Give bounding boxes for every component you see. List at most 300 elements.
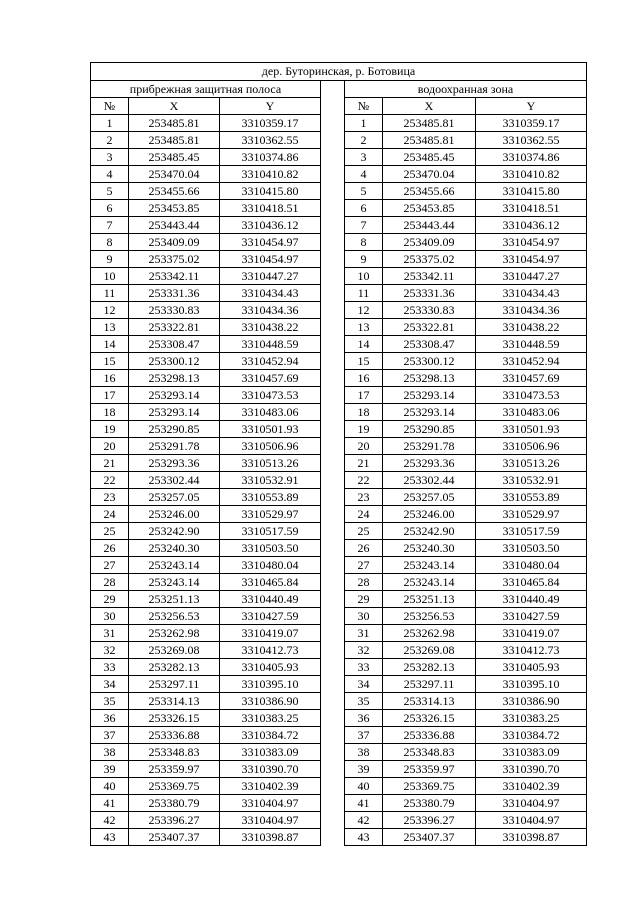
left-cell-y: 3310447.27 <box>220 268 321 285</box>
right-cell-number: 16 <box>345 370 383 387</box>
right-cell-y: 3310410.82 <box>476 166 587 183</box>
left-cell-number: 14 <box>91 336 129 353</box>
right-cell-x: 253380.79 <box>383 795 476 812</box>
left-cell-number: 13 <box>91 319 129 336</box>
left-cell-y: 3310506.96 <box>220 438 321 455</box>
table-gap <box>321 659 345 676</box>
left-cell-y: 3310415.80 <box>220 183 321 200</box>
right-cell-x: 253257.05 <box>383 489 476 506</box>
left-cell-y: 3310404.97 <box>220 795 321 812</box>
table-row <box>91 676 587 693</box>
right-cell-number: 3 <box>345 149 383 166</box>
left-cell-y: 3310386.90 <box>220 693 321 710</box>
table-row <box>91 659 587 676</box>
right-cell-x: 253293.36 <box>383 455 476 472</box>
left-cell-x: 253243.14 <box>129 557 220 574</box>
right-cell-number: 4 <box>345 166 383 183</box>
table-gap <box>321 506 345 523</box>
table-row <box>91 234 587 251</box>
left-cell-x: 253293.36 <box>129 455 220 472</box>
right-cell-number: 37 <box>345 727 383 744</box>
left-cell-y: 3310404.97 <box>220 812 321 829</box>
right-cell-number: 13 <box>345 319 383 336</box>
right-cell-x: 253342.11 <box>383 268 476 285</box>
right-cell-x: 253243.14 <box>383 557 476 574</box>
right-cell-number: 2 <box>345 132 383 149</box>
right-cell-y: 3310374.86 <box>476 149 587 166</box>
right-cell-number: 24 <box>345 506 383 523</box>
left-cell-x: 253331.36 <box>129 285 220 302</box>
document-title: дер. Буторинская, р. Ботовица <box>91 63 587 81</box>
left-cell-x: 253396.27 <box>129 812 220 829</box>
table-row <box>91 642 587 659</box>
right-cell-y: 3310412.73 <box>476 642 587 659</box>
right-cell-x: 253455.66 <box>383 183 476 200</box>
right-cell-y: 3310404.97 <box>476 795 587 812</box>
left-cell-number: 17 <box>91 387 129 404</box>
table-gap <box>321 251 345 268</box>
left-cell-x: 253359.97 <box>129 761 220 778</box>
table-gap <box>321 523 345 540</box>
left-cell-number: 28 <box>91 574 129 591</box>
right-cell-x: 253359.97 <box>383 761 476 778</box>
table-row <box>91 336 587 353</box>
left-cell-x: 253293.14 <box>129 404 220 421</box>
table-row <box>91 387 587 404</box>
table-row <box>91 727 587 744</box>
left-cell-number: 23 <box>91 489 129 506</box>
table-row <box>91 285 587 302</box>
table-gap <box>321 98 345 115</box>
left-cell-x: 253330.83 <box>129 302 220 319</box>
table-row <box>91 115 587 132</box>
left-cell-x: 253282.13 <box>129 659 220 676</box>
left-cell-x: 253342.11 <box>129 268 220 285</box>
table-gap <box>321 421 345 438</box>
table-gap <box>321 302 345 319</box>
table-row <box>91 319 587 336</box>
left-cell-number: 27 <box>91 557 129 574</box>
table-row <box>91 217 587 234</box>
right-column-header-y: Y <box>476 98 587 115</box>
right-cell-number: 19 <box>345 421 383 438</box>
table-gap <box>321 591 345 608</box>
right-cell-x: 253485.81 <box>383 132 476 149</box>
right-cell-y: 3310454.97 <box>476 251 587 268</box>
left-cell-x: 253453.85 <box>129 200 220 217</box>
table-gap <box>321 472 345 489</box>
left-cell-x: 253380.79 <box>129 795 220 812</box>
right-cell-number: 40 <box>345 778 383 795</box>
left-cell-x: 253407.37 <box>129 829 220 846</box>
left-cell-number: 42 <box>91 812 129 829</box>
left-column-header-number: № <box>91 98 129 115</box>
right-cell-x: 253240.30 <box>383 540 476 557</box>
left-cell-y: 3310402.39 <box>220 778 321 795</box>
right-cell-x: 253269.08 <box>383 642 476 659</box>
left-cell-number: 39 <box>91 761 129 778</box>
table-gap <box>321 693 345 710</box>
right-cell-number: 12 <box>345 302 383 319</box>
right-column-header-number: № <box>345 98 383 115</box>
left-cell-y: 3310513.26 <box>220 455 321 472</box>
right-cell-y: 3310553.89 <box>476 489 587 506</box>
right-cell-x: 253300.12 <box>383 353 476 370</box>
left-cell-y: 3310405.93 <box>220 659 321 676</box>
right-cell-y: 3310452.94 <box>476 353 587 370</box>
left-cell-x: 253470.04 <box>129 166 220 183</box>
table-gap <box>321 217 345 234</box>
table-gap <box>321 540 345 557</box>
table-row <box>91 506 587 523</box>
table-row <box>91 149 587 166</box>
right-cell-number: 21 <box>345 455 383 472</box>
right-cell-y: 3310418.51 <box>476 200 587 217</box>
left-cell-y: 3310436.12 <box>220 217 321 234</box>
right-cell-y: 3310383.25 <box>476 710 587 727</box>
left-cell-y: 3310503.50 <box>220 540 321 557</box>
left-cell-y: 3310532.91 <box>220 472 321 489</box>
table-row <box>91 183 587 200</box>
right-cell-number: 33 <box>345 659 383 676</box>
left-cell-x: 253269.08 <box>129 642 220 659</box>
table-gap <box>321 744 345 761</box>
left-cell-number: 11 <box>91 285 129 302</box>
right-cell-y: 3310448.59 <box>476 336 587 353</box>
right-table-heading: водоохранная зона <box>345 81 587 98</box>
table-row <box>91 489 587 506</box>
table-row <box>91 302 587 319</box>
left-cell-y: 3310440.49 <box>220 591 321 608</box>
left-cell-y: 3310529.97 <box>220 506 321 523</box>
table-gap <box>321 268 345 285</box>
table-gap <box>321 115 345 132</box>
right-cell-y: 3310434.36 <box>476 302 587 319</box>
left-cell-number: 30 <box>91 608 129 625</box>
left-cell-y: 3310517.59 <box>220 523 321 540</box>
right-cell-y: 3310384.72 <box>476 727 587 744</box>
left-cell-x: 253314.13 <box>129 693 220 710</box>
left-cell-number: 19 <box>91 421 129 438</box>
left-cell-x: 253302.44 <box>129 472 220 489</box>
table-gap <box>321 778 345 795</box>
table-row <box>91 370 587 387</box>
table-gap <box>321 642 345 659</box>
left-cell-y: 3310419.07 <box>220 625 321 642</box>
left-cell-number: 31 <box>91 625 129 642</box>
table-row <box>91 540 587 557</box>
right-cell-x: 253407.37 <box>383 829 476 846</box>
table-gap <box>321 625 345 642</box>
left-cell-x: 253297.11 <box>129 676 220 693</box>
table-row <box>91 353 587 370</box>
left-cell-number: 29 <box>91 591 129 608</box>
left-cell-y: 3310384.72 <box>220 727 321 744</box>
left-cell-y: 3310390.70 <box>220 761 321 778</box>
left-cell-x: 253485.81 <box>129 132 220 149</box>
left-cell-number: 40 <box>91 778 129 795</box>
right-cell-number: 8 <box>345 234 383 251</box>
left-cell-number: 18 <box>91 404 129 421</box>
right-cell-y: 3310405.93 <box>476 659 587 676</box>
table-row <box>91 438 587 455</box>
right-cell-y: 3310457.69 <box>476 370 587 387</box>
left-cell-number: 10 <box>91 268 129 285</box>
left-cell-x: 253251.13 <box>129 591 220 608</box>
left-cell-y: 3310434.43 <box>220 285 321 302</box>
left-column-header-y: Y <box>220 98 321 115</box>
right-cell-y: 3310415.80 <box>476 183 587 200</box>
right-cell-x: 253322.81 <box>383 319 476 336</box>
left-cell-y: 3310457.69 <box>220 370 321 387</box>
table-row <box>91 778 587 795</box>
left-cell-y: 3310465.84 <box>220 574 321 591</box>
right-cell-x: 253302.44 <box>383 472 476 489</box>
left-cell-number: 25 <box>91 523 129 540</box>
right-cell-x: 253409.09 <box>383 234 476 251</box>
right-cell-x: 253470.04 <box>383 166 476 183</box>
right-cell-x: 253256.53 <box>383 608 476 625</box>
right-cell-y: 3310383.09 <box>476 744 587 761</box>
left-cell-number: 2 <box>91 132 129 149</box>
right-cell-number: 28 <box>345 574 383 591</box>
left-cell-x: 253308.47 <box>129 336 220 353</box>
table-gap <box>321 132 345 149</box>
right-cell-x: 253396.27 <box>383 812 476 829</box>
right-cell-x: 253297.11 <box>383 676 476 693</box>
right-cell-y: 3310465.84 <box>476 574 587 591</box>
right-cell-y: 3310503.50 <box>476 540 587 557</box>
right-cell-number: 32 <box>345 642 383 659</box>
table-gap <box>321 234 345 251</box>
right-cell-number: 39 <box>345 761 383 778</box>
right-cell-x: 253453.85 <box>383 200 476 217</box>
right-cell-x: 253308.47 <box>383 336 476 353</box>
right-cell-y: 3310440.49 <box>476 591 587 608</box>
left-cell-y: 3310454.97 <box>220 251 321 268</box>
table-row <box>91 251 587 268</box>
table-row <box>91 268 587 285</box>
table-gap <box>321 455 345 472</box>
right-cell-number: 42 <box>345 812 383 829</box>
right-cell-y: 3310395.10 <box>476 676 587 693</box>
left-cell-x: 253298.13 <box>129 370 220 387</box>
left-cell-number: 41 <box>91 795 129 812</box>
left-cell-x: 253291.78 <box>129 438 220 455</box>
right-cell-number: 35 <box>345 693 383 710</box>
table-gap <box>321 319 345 336</box>
right-cell-number: 34 <box>345 676 383 693</box>
right-cell-x: 253443.44 <box>383 217 476 234</box>
left-cell-y: 3310383.09 <box>220 744 321 761</box>
table-gap <box>321 727 345 744</box>
right-cell-x: 253291.78 <box>383 438 476 455</box>
right-cell-x: 253243.14 <box>383 574 476 591</box>
table-gap <box>321 557 345 574</box>
right-cell-y: 3310454.97 <box>476 234 587 251</box>
table-gap <box>321 608 345 625</box>
left-cell-x: 253257.05 <box>129 489 220 506</box>
right-cell-x: 253369.75 <box>383 778 476 795</box>
right-cell-y: 3310402.39 <box>476 778 587 795</box>
right-cell-number: 1 <box>345 115 383 132</box>
table-row <box>91 574 587 591</box>
left-cell-y: 3310448.59 <box>220 336 321 353</box>
left-cell-y: 3310483.06 <box>220 404 321 421</box>
table-gap <box>321 812 345 829</box>
table-gap <box>321 574 345 591</box>
table-gap <box>321 370 345 387</box>
table-gap <box>321 676 345 693</box>
table-gap <box>321 336 345 353</box>
left-cell-x: 253322.81 <box>129 319 220 336</box>
left-cell-x: 253300.12 <box>129 353 220 370</box>
left-cell-x: 253326.15 <box>129 710 220 727</box>
left-cell-x: 253409.09 <box>129 234 220 251</box>
right-cell-number: 27 <box>345 557 383 574</box>
left-cell-y: 3310454.97 <box>220 234 321 251</box>
coordinates-table <box>90 62 587 846</box>
left-cell-x: 253485.81 <box>129 115 220 132</box>
right-cell-number: 23 <box>345 489 383 506</box>
table-row <box>91 200 587 217</box>
right-cell-y: 3310447.27 <box>476 268 587 285</box>
left-cell-y: 3310501.93 <box>220 421 321 438</box>
right-cell-y: 3310427.59 <box>476 608 587 625</box>
left-cell-y: 3310395.10 <box>220 676 321 693</box>
left-cell-y: 3310412.73 <box>220 642 321 659</box>
right-cell-x: 253314.13 <box>383 693 476 710</box>
table-row <box>91 608 587 625</box>
table-row <box>91 761 587 778</box>
left-cell-x: 253242.90 <box>129 523 220 540</box>
table-row <box>91 132 587 149</box>
table-gap <box>321 353 345 370</box>
left-cell-y: 3310410.82 <box>220 166 321 183</box>
table-gap <box>321 81 345 98</box>
left-cell-x: 253243.14 <box>129 574 220 591</box>
left-cell-number: 5 <box>91 183 129 200</box>
right-cell-y: 3310436.12 <box>476 217 587 234</box>
left-cell-y: 3310427.59 <box>220 608 321 625</box>
right-cell-number: 15 <box>345 353 383 370</box>
left-cell-number: 6 <box>91 200 129 217</box>
left-cell-y: 3310480.04 <box>220 557 321 574</box>
right-cell-number: 20 <box>345 438 383 455</box>
table-row <box>91 472 587 489</box>
table-row <box>91 795 587 812</box>
table-row <box>91 455 587 472</box>
right-cell-number: 43 <box>345 829 383 846</box>
table-gap <box>321 200 345 217</box>
right-cell-y: 3310398.87 <box>476 829 587 846</box>
left-cell-number: 3 <box>91 149 129 166</box>
table-gap <box>321 489 345 506</box>
right-cell-x: 253326.15 <box>383 710 476 727</box>
right-cell-x: 253293.14 <box>383 404 476 421</box>
left-cell-number: 21 <box>91 455 129 472</box>
left-table-heading: прибрежная защитная полоса <box>91 81 321 98</box>
right-cell-y: 3310483.06 <box>476 404 587 421</box>
table-row <box>91 404 587 421</box>
right-cell-y: 3310359.17 <box>476 115 587 132</box>
left-cell-number: 20 <box>91 438 129 455</box>
left-cell-y: 3310438.22 <box>220 319 321 336</box>
left-cell-number: 43 <box>91 829 129 846</box>
right-column-header-x: X <box>383 98 476 115</box>
left-cell-y: 3310383.25 <box>220 710 321 727</box>
right-cell-y: 3310532.91 <box>476 472 587 489</box>
left-cell-x: 253375.02 <box>129 251 220 268</box>
right-cell-y: 3310404.97 <box>476 812 587 829</box>
right-cell-y: 3310506.96 <box>476 438 587 455</box>
right-cell-x: 253282.13 <box>383 659 476 676</box>
right-cell-y: 3310362.55 <box>476 132 587 149</box>
right-cell-number: 38 <box>345 744 383 761</box>
table-gap <box>321 166 345 183</box>
right-cell-number: 26 <box>345 540 383 557</box>
right-cell-x: 253290.85 <box>383 421 476 438</box>
table-gap <box>321 795 345 812</box>
left-cell-x: 253240.30 <box>129 540 220 557</box>
right-cell-number: 14 <box>345 336 383 353</box>
right-cell-x: 253348.83 <box>383 744 476 761</box>
table-gap <box>321 438 345 455</box>
right-cell-number: 29 <box>345 591 383 608</box>
right-cell-number: 7 <box>345 217 383 234</box>
right-cell-x: 253242.90 <box>383 523 476 540</box>
left-cell-x: 253455.66 <box>129 183 220 200</box>
table-gap <box>321 183 345 200</box>
right-cell-y: 3310438.22 <box>476 319 587 336</box>
right-cell-number: 36 <box>345 710 383 727</box>
left-cell-number: 36 <box>91 710 129 727</box>
right-cell-number: 31 <box>345 625 383 642</box>
table-row <box>91 625 587 642</box>
right-cell-number: 25 <box>345 523 383 540</box>
right-cell-y: 3310513.26 <box>476 455 587 472</box>
left-cell-x: 253290.85 <box>129 421 220 438</box>
left-cell-number: 15 <box>91 353 129 370</box>
right-cell-y: 3310390.70 <box>476 761 587 778</box>
left-cell-number: 1 <box>91 115 129 132</box>
table-row <box>91 591 587 608</box>
left-cell-number: 24 <box>91 506 129 523</box>
left-cell-y: 3310398.87 <box>220 829 321 846</box>
right-cell-number: 11 <box>345 285 383 302</box>
table-row <box>91 744 587 761</box>
left-cell-x: 253369.75 <box>129 778 220 795</box>
right-cell-y: 3310473.53 <box>476 387 587 404</box>
left-cell-y: 3310473.53 <box>220 387 321 404</box>
table-row <box>91 166 587 183</box>
table-gap <box>321 710 345 727</box>
right-cell-number: 18 <box>345 404 383 421</box>
right-cell-x: 253298.13 <box>383 370 476 387</box>
table-gap <box>321 149 345 166</box>
table-row <box>91 812 587 829</box>
table-row <box>91 829 587 846</box>
table-row <box>91 693 587 710</box>
left-cell-number: 16 <box>91 370 129 387</box>
right-cell-x: 253262.98 <box>383 625 476 642</box>
right-cell-x: 253336.88 <box>383 727 476 744</box>
right-cell-x: 253330.83 <box>383 302 476 319</box>
left-cell-number: 32 <box>91 642 129 659</box>
right-cell-x: 253375.02 <box>383 251 476 268</box>
left-cell-y: 3310553.89 <box>220 489 321 506</box>
left-cell-y: 3310359.17 <box>220 115 321 132</box>
